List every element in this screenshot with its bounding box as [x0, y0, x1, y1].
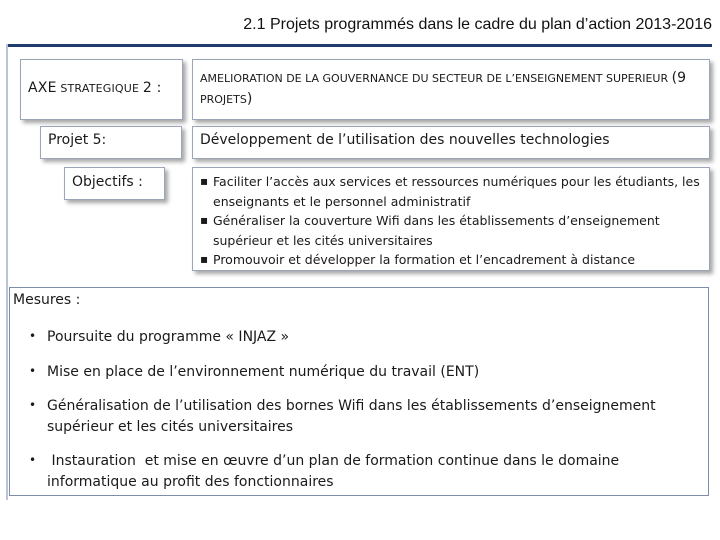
mesure-item: Instauration et mise en œuvre d’un plan de formation continue dans le domaine informatique au profit des fonctionnaires — [47, 453, 624, 490]
axe-label: AXE STRATEGIQUE 2 : — [28, 80, 162, 96]
bullet-icon: • — [29, 453, 37, 467]
objectifs-label: Objectifs : — [72, 174, 143, 190]
bullet-icon: • — [29, 329, 37, 343]
mesure-item: Généralisation de l’utilisation des bornes Wifi dans les établissements d’enseignement supérieur et les cités universitaires — [47, 398, 656, 435]
projet-label: Projet 5: — [48, 132, 107, 148]
objectifs-list — [200, 172, 700, 270]
mesure-item: Poursuite du programme « INJAZ » — [47, 329, 290, 345]
title-divider — [8, 44, 712, 47]
projet-text: Développement de l’utilisation des nouvelles technologies — [200, 132, 610, 148]
objectif-item: ▪ Promouvoir et développer la formation et l’encadrement à distance — [200, 250, 700, 270]
axe-text: AMELIORATION DE LA GOUVERNANCE DU SECTEUR DE L’ENSEIGNEMENT SUPERIEUR (9 PROJETS) — [200, 70, 686, 107]
mesure-item: Mise en place de l’environnement numérique du travail (ENT) — [47, 364, 480, 380]
slide-title: 2.1 Projets programmés dans le cadre du plan d’action 2013-2016 — [243, 16, 712, 33]
left-divider — [6, 44, 8, 500]
bullet-icon: • — [29, 364, 37, 378]
bullet-icon: • — [29, 398, 37, 412]
mesures-title: Mesures : — [13, 292, 81, 308]
objectif-item: ▪ Généraliser la couverture Wifi dans les établissements d’enseignement supérieur et les cités universitaires — [200, 211, 700, 250]
objectif-item: ▪ Faciliter l’accès aux services et ressources numériques pour les étudiants, les enseignants et le personnel administratif — [200, 172, 700, 211]
